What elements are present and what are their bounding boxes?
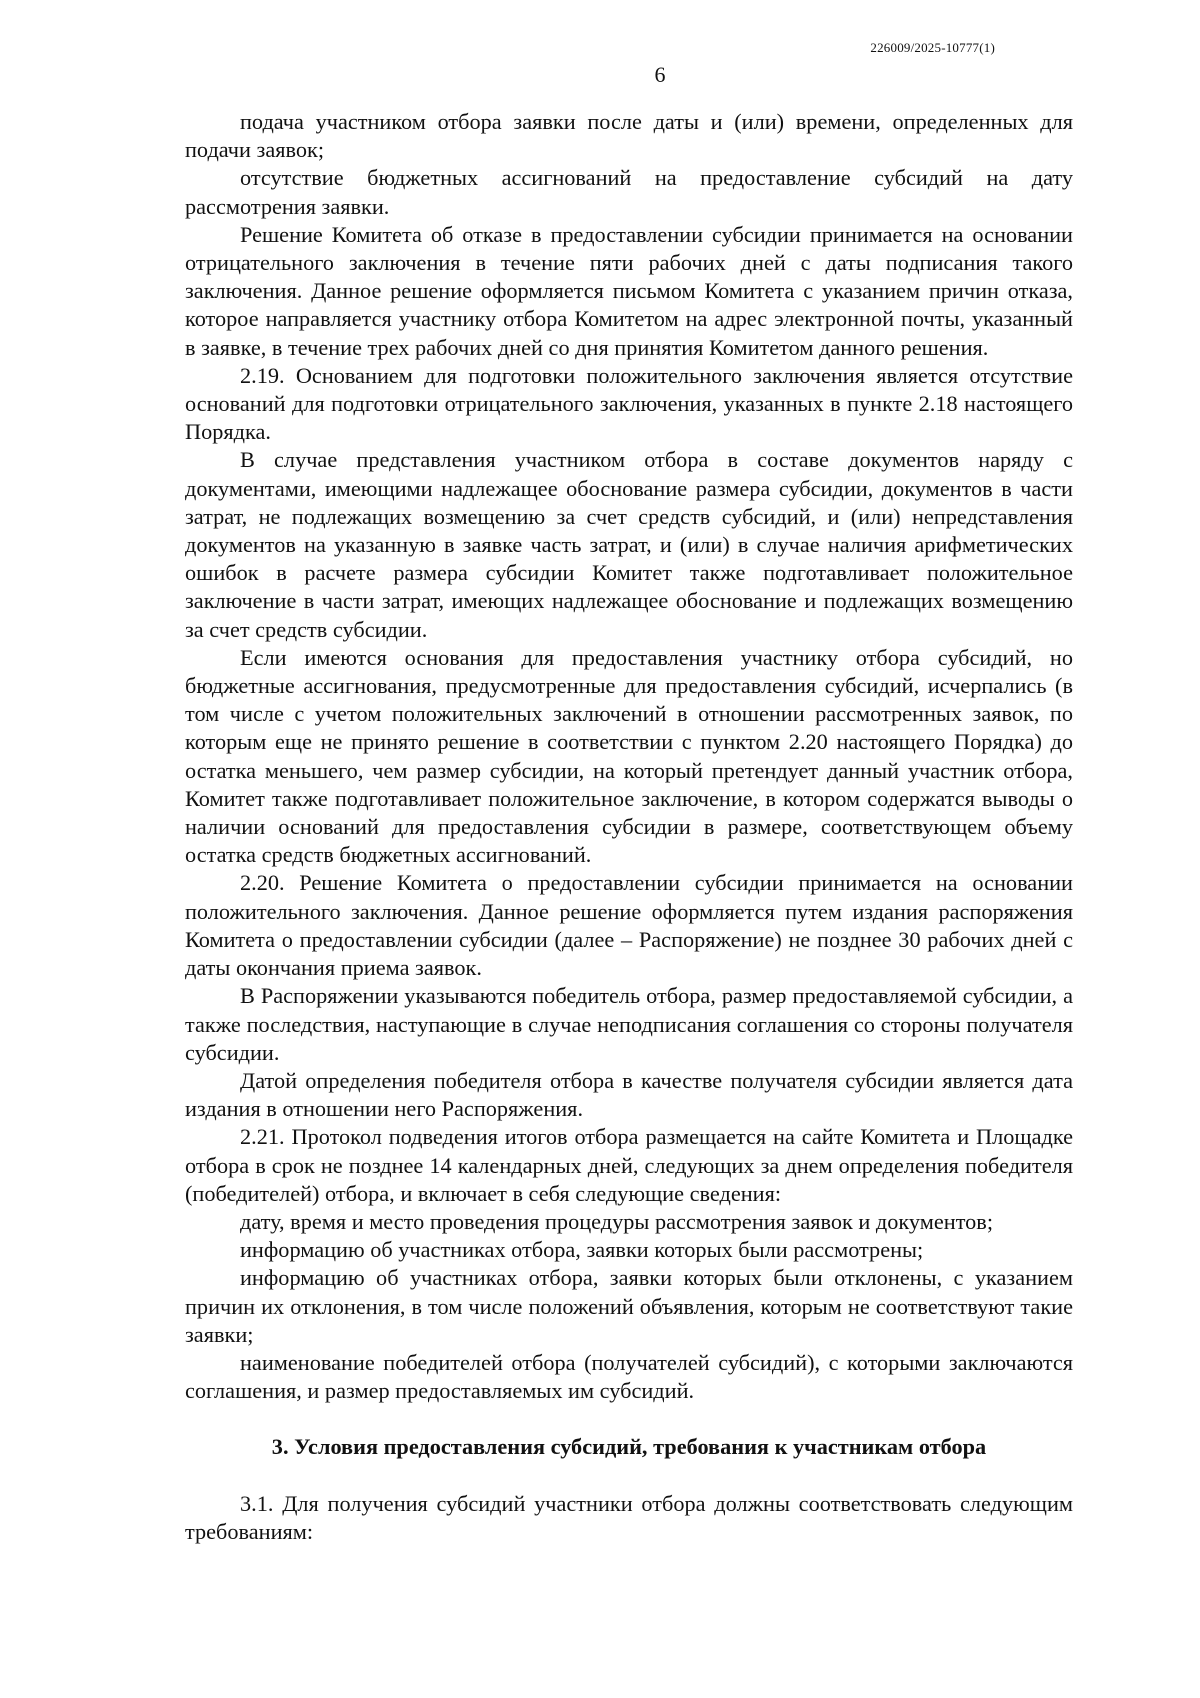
paragraph: Датой определения победителя отбора в качестве получателя субсидии является дата издания в отношении него Распоряжения. [185, 1067, 1073, 1122]
paragraph: 2.20. Решение Комитета о предоставлении субсидии принимается на основании положительного заключения. Данное решение оформляется путем издания распоряжения Комитета о предоставлении субсидии (далее – Распоряжение) не позднее 30 рабочих дней с даты окончания приема заявок. [185, 870, 1073, 981]
paragraph: В Распоряжении указываются победитель отбора, размер предоставляемой субсидии, а также последствия, наступающие в случае неподписания соглашения со стороны получателя субсидии. [185, 983, 1073, 1065]
paragraph: 2.21. Протокол подведения итогов отбора размещается на сайте Комитета и Площадке отбора в срок не позднее 14 календарных дней, следующих за днем определения победителя (победителей) отбора, и включает в себя следующие сведения: [185, 1124, 1073, 1206]
paragraph: отсутствие бюджетных ассигнований на предоставление субсидий на дату рассмотрения заявки. [185, 165, 1073, 219]
paragraph: информацию об участниках отбора, заявки которых были отклонены, с указанием причин их отклонения, в том числе положений объявления, которым не соответствуют такие заявки; [185, 1265, 1073, 1347]
paragraph: 2.19. Основанием для подготовки положительного заключения является отсутствие оснований для подготовки отрицательного заключения, указанных в пункте 2.18 настоящего Порядка. [185, 362, 1073, 445]
paragraph: дату, время и место проведения процедуры рассмотрения заявок и документов; [240, 1208, 994, 1234]
paragraph: В случае представления участником отбора в составе документов наряду с документами, имеющими надлежащее обоснование размера субсидии, документов в части затрат, не подлежащих возмещению за счет средств субсидий, и (или) непредставления документов на указанную в заявке часть затрат, и (или) в случае наличия арифметических ошибок в расчете размера субсидии Комитет также подготавливает положительное заключение в части затрат, имеющих надлежащее обоснование и подлежащих возмещению за счет средств субсидии. [185, 447, 1073, 642]
paragraph: Решение Комитета об отказе в предоставлении субсидии принимается на основании отрицательного заключения в течение пяти рабочих дней с даты подписания такого заключения. Данное решение оформляется письмом Комитета с указанием причин отказа, которое направляется участнику отбора Комитетом на адрес электронной почты, указанный в заявке, в течение трех рабочих дней со дня принятия Комитетом данного решения. [185, 221, 1073, 360]
page-number: 6 [654, 62, 666, 87]
paragraph: Если имеются основания для предоставления участнику отбора субсидий, но бюджетные ассигнования, предусмотренные для предоставления субсидий, исчерпались (в том числе с учетом положительных заключений в отношении рассмотренных заявок, по которым еще не принято решение в соответствии с пунктом 2.20 настоящего Порядка) до остатка меньшего, чем размер субсидии, на который претендует данный участник отбора, Комитет также подготавливает положительное заключение, в котором содержатся выводы о наличии оснований для предоставления субсидии в размере, соответствующем объему остатка средств бюджетных ассигнований. [185, 644, 1073, 868]
document-registration-number: 226009/2025-10777(1) [870, 40, 995, 55]
paragraph: 3.1. Для получения субсидий участники отбора должны соответствовать следующим требованиям: [185, 1490, 1073, 1544]
paragraph: наименование победителей отбора (получателей субсидий), с которыми заключаются соглашения, и размер предоставляемых им субсидий. [185, 1349, 1073, 1404]
document-body [185, 108, 1073, 1546]
paragraph: подача участником отбора заявки после даты и (или) времени, определенных для подачи заявок; [185, 109, 1073, 163]
section-heading: 3. Условия предоставления субсидий, требования к участникам отбора [271, 1434, 987, 1460]
paragraph: информацию об участниках отбора, заявки которых были рассмотрены; [240, 1237, 924, 1263]
